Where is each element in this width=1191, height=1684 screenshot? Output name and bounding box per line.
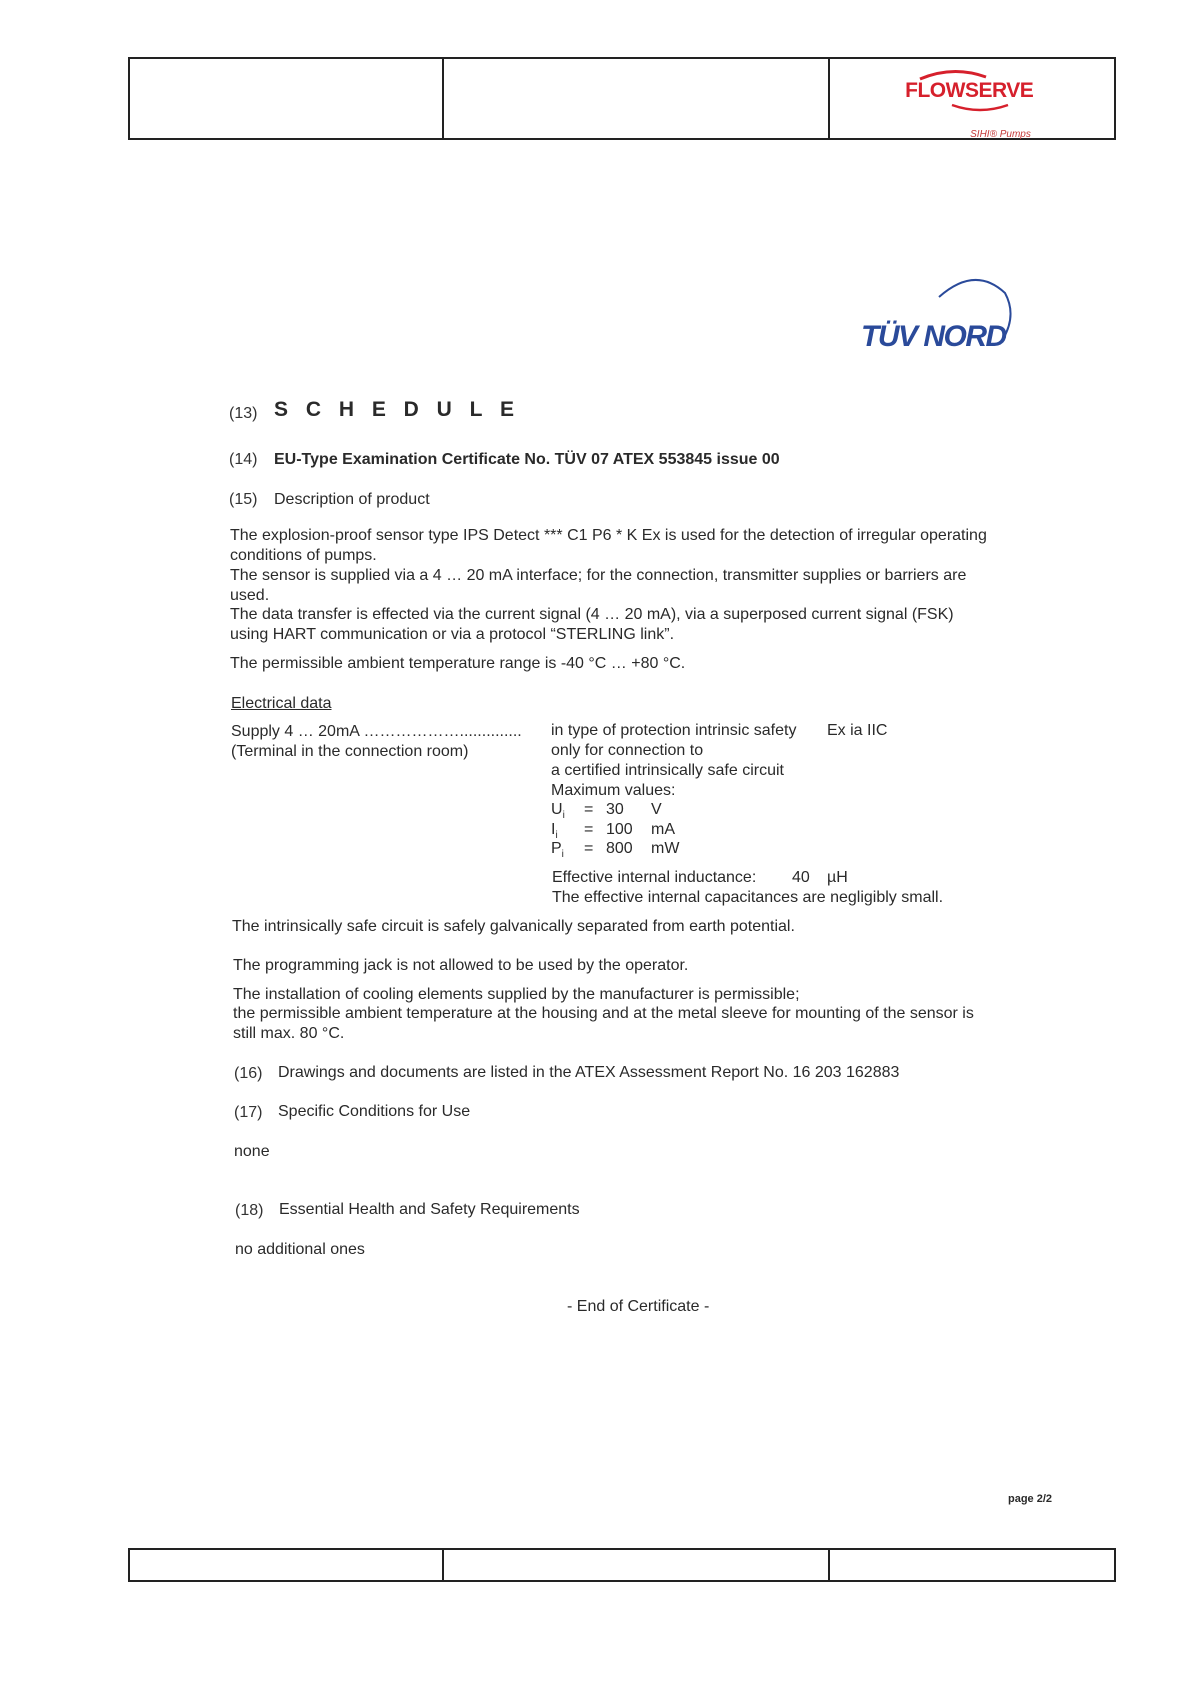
voltage-symbol: $U_i$ bbox=[551, 801, 565, 822]
current-value: 100 bbox=[606, 821, 633, 838]
connection-note: only for connection to bbox=[551, 742, 704, 759]
description-line: The explosion-proof sensor type IPS Detect *** C1 P6 * K Ex is used for the detection of irregular operating bbox=[230, 527, 987, 544]
section-16-number: (16) bbox=[234, 1065, 263, 1082]
description-line: conditions of pumps. bbox=[230, 547, 377, 564]
current-symbol: $I_i$ bbox=[551, 821, 558, 842]
section-14-number: (14) bbox=[229, 451, 258, 468]
voltage-unit: V bbox=[651, 801, 662, 818]
description-line: The sensor is supplied via a 4 … 20 mA interface; for the connection, transmitter supplies or barriers are bbox=[230, 567, 967, 584]
section-15-number: (15) bbox=[229, 491, 258, 508]
protection-code: Ex ia IIC bbox=[827, 722, 888, 739]
flowserve-logo: FLOWSERVE bbox=[905, 79, 1034, 102]
terminal-label: (Terminal in the connection room) bbox=[231, 743, 469, 760]
flowserve-underline-icon bbox=[950, 103, 1010, 113]
power-equals: = bbox=[584, 840, 594, 857]
product-description-heading: Description of product bbox=[274, 491, 430, 508]
supply-label: Supply 4 … 20mA ……………….............. bbox=[231, 723, 522, 740]
footer-cell-right bbox=[829, 1549, 1115, 1581]
tuv-nord-logo: TÜV NORD bbox=[861, 320, 1006, 353]
end-of-certificate: - End of Certificate - bbox=[567, 1298, 710, 1315]
footer-cell-middle bbox=[443, 1549, 829, 1581]
page-number: page 2/2 bbox=[1008, 1493, 1053, 1505]
power-unit: mW bbox=[651, 840, 680, 857]
voltage-equals: = bbox=[584, 801, 594, 818]
cooling-note-line: still max. 80 °C. bbox=[233, 1025, 345, 1042]
jack-note: The programming jack is not allowed to be used by the operator. bbox=[233, 957, 689, 974]
voltage-value: 30 bbox=[606, 801, 624, 818]
header-cell-brand bbox=[829, 58, 1115, 139]
galvanic-note: The intrinsically safe circuit is safely galvanically separated from earth potential. bbox=[232, 918, 795, 935]
header-cell-middle bbox=[443, 58, 829, 139]
footer-cell-left bbox=[129, 1549, 443, 1581]
section-17-number: (17) bbox=[234, 1104, 263, 1121]
section-18-number: (18) bbox=[235, 1202, 264, 1219]
inductance-label: Effective internal inductance: bbox=[552, 869, 757, 886]
flowserve-sub-label: SIHI® Pumps bbox=[970, 129, 1031, 140]
specific-conditions-body: none bbox=[234, 1143, 270, 1160]
certified-circuit-note: a certified intrinsically safe circuit bbox=[551, 762, 784, 779]
capacitance-note: The effective internal capacitances are negligibly small. bbox=[552, 889, 944, 906]
description-line: using HART communication or via a protocol “STERLING link”. bbox=[230, 626, 675, 643]
header-frame bbox=[128, 57, 1116, 140]
footer-frame bbox=[128, 1548, 1116, 1582]
description-line: The data transfer is effected via the current signal (4 … 20 mA), via a superposed current signal (FSK) bbox=[230, 606, 954, 623]
safety-requirements-body: no additional ones bbox=[235, 1241, 365, 1258]
current-equals: = bbox=[584, 821, 594, 838]
inductance-value: 40 bbox=[792, 869, 810, 886]
protection-type: in type of protection intrinsic safety bbox=[551, 722, 797, 739]
description-line: used. bbox=[230, 587, 270, 604]
cooling-note-line: The installation of cooling elements supplied by the manufacturer is permissible; bbox=[233, 986, 800, 1003]
inductance-unit: µH bbox=[827, 869, 848, 886]
safety-requirements-heading: Essential Health and Safety Requirements bbox=[279, 1201, 580, 1218]
section-13-number: (13) bbox=[229, 405, 258, 422]
schedule-heading: S C H E D U L E bbox=[274, 398, 520, 421]
power-value: 800 bbox=[606, 840, 633, 857]
drawings-note: Drawings and documents are listed in the ATEX Assessment Report No. 16 203 162883 bbox=[278, 1064, 900, 1081]
header-cell-left bbox=[129, 58, 443, 139]
maximum-values-label: Maximum values: bbox=[551, 782, 676, 799]
cooling-note-line: the permissible ambient temperature at the housing and at the metal sleeve for mounting of the sensor is bbox=[233, 1005, 974, 1022]
temperature-range-line: The permissible ambient temperature range is -40 °C … +80 °C. bbox=[230, 655, 686, 672]
certificate-number-title: EU-Type Examination Certificate No. TÜV 07 ATEX 553845 issue 00 bbox=[274, 451, 780, 468]
current-unit: mA bbox=[651, 821, 675, 838]
electrical-data-heading: Electrical data bbox=[231, 695, 332, 712]
power-symbol: $P_i$ bbox=[551, 840, 564, 861]
specific-conditions-heading: Specific Conditions for Use bbox=[278, 1103, 471, 1120]
